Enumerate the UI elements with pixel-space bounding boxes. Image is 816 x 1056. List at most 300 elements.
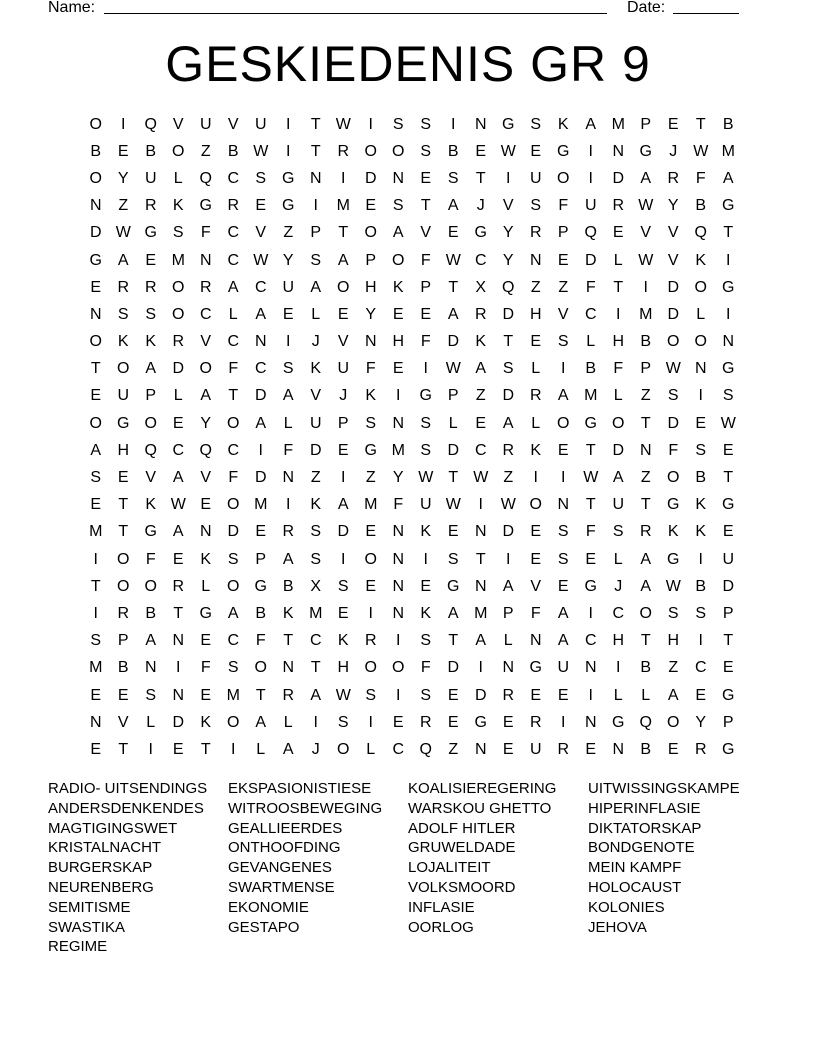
word-list-item: NEURENBERG <box>48 878 154 896</box>
grid-letter: I <box>478 496 483 514</box>
grid-letter: S <box>337 713 349 731</box>
grid-letter: E <box>90 278 102 296</box>
grid-letter: I <box>451 115 456 133</box>
grid-row <box>82 600 742 627</box>
grid-letter: T <box>228 387 239 405</box>
grid-letter: S <box>392 197 404 215</box>
grid-letter: G <box>282 197 295 215</box>
grid-letter: R <box>117 604 130 622</box>
grid-letter: T <box>338 224 349 242</box>
word-list-item: VOLKSMOORD <box>408 878 516 896</box>
grid-letter: H <box>392 333 405 351</box>
grid-letter: N <box>557 496 570 514</box>
grid-letter: N <box>392 414 405 432</box>
grid-letter: O <box>337 278 350 296</box>
grid-letter: G <box>447 577 460 595</box>
grid-letter: N <box>584 659 597 677</box>
grid-letter: I <box>616 305 621 323</box>
grid-letter: G <box>144 523 157 541</box>
grid-letter: J <box>311 333 320 351</box>
grid-letter: L <box>256 740 266 758</box>
grid-letter: T <box>448 632 459 650</box>
grid-letter: I <box>698 632 703 650</box>
grid-letter: C <box>227 224 240 242</box>
grid-letter: F <box>145 550 156 568</box>
grid-letter: V <box>640 224 652 242</box>
grid-letter: M <box>89 523 103 541</box>
grid-letter: G <box>557 142 570 160</box>
word-list-item: EKONOMIE <box>228 898 309 916</box>
grid-letter: N <box>474 740 487 758</box>
grid-letter: I <box>286 496 291 514</box>
grid-letter: E <box>502 713 514 731</box>
grid-letter: S <box>282 360 294 378</box>
grid-letter: T <box>118 496 129 514</box>
page-title: GESKIEDENIS GR 9 <box>165 36 651 92</box>
grid-letter: A <box>255 305 267 323</box>
grid-letter: F <box>558 197 569 215</box>
grid-letter: I <box>423 550 428 568</box>
grid-letter: S <box>530 197 542 215</box>
word-list-item: KOLONIES <box>588 898 665 916</box>
grid-letter: I <box>698 550 703 568</box>
word-list-item: ADOLF HITLER <box>408 819 516 837</box>
grid-row <box>82 655 742 682</box>
grid-letter: R <box>667 169 680 187</box>
grid-letter: A <box>227 604 239 622</box>
grid-letter: D <box>667 305 680 323</box>
grid-letter: E <box>722 441 734 459</box>
grid-letter: D <box>667 278 680 296</box>
grid-letter: S <box>145 686 157 704</box>
grid-row <box>82 383 742 410</box>
grid-letter: H <box>612 632 625 650</box>
grid-letter: I <box>121 115 126 133</box>
grid-row <box>82 519 742 546</box>
grid-letter: I <box>148 740 153 758</box>
grid-letter: C <box>584 305 597 323</box>
grid-letter: S <box>255 169 267 187</box>
grid-letter: T <box>310 115 321 133</box>
grid-letter: Z <box>118 197 129 215</box>
grid-letter: T <box>640 632 651 650</box>
grid-letter: E <box>585 740 597 758</box>
grid-letter: Y <box>667 197 679 215</box>
grid-letter: C <box>474 441 487 459</box>
grid-letter: W <box>720 414 736 432</box>
grid-letter: S <box>530 115 542 133</box>
grid-row <box>82 464 742 491</box>
grid-letter: E <box>667 740 679 758</box>
grid-letter: I <box>478 659 483 677</box>
grid-letter: O <box>667 469 680 487</box>
grid-letter: I <box>726 251 731 269</box>
grid-letter: E <box>117 686 129 704</box>
grid-letter: E <box>392 360 404 378</box>
grid-letter: K <box>145 333 157 351</box>
grid-letter: W <box>693 142 709 160</box>
grid-letter: I <box>368 713 373 731</box>
grid-letter: A <box>722 169 734 187</box>
grid-letter: T <box>475 169 486 187</box>
grid-letter: O <box>172 305 185 323</box>
name-blank-line <box>104 13 607 14</box>
grid-letter: Z <box>283 224 294 242</box>
grid-letter: R <box>419 713 432 731</box>
grid-letter: F <box>283 441 294 459</box>
grid-letter: S <box>667 604 679 622</box>
grid-letter: D <box>612 169 625 187</box>
grid-letter: E <box>420 305 432 323</box>
grid-letter: A <box>255 414 267 432</box>
grid-letter: L <box>173 387 183 405</box>
grid-letter: P <box>502 604 514 622</box>
grid-letter: U <box>282 278 295 296</box>
grid-letter: P <box>640 360 652 378</box>
grid-letter: V <box>117 713 129 731</box>
grid-letter: Y <box>200 414 212 432</box>
grid-letter: W <box>418 469 434 487</box>
grid-letter: E <box>585 550 597 568</box>
grid-letter: I <box>588 604 593 622</box>
grid-letter: T <box>200 740 211 758</box>
grid-letter: A <box>172 469 184 487</box>
grid-letter: O <box>172 142 185 160</box>
grid-letter: F <box>613 360 624 378</box>
grid-letter: O <box>694 333 707 351</box>
grid-letter: R <box>337 142 350 160</box>
grid-letter: Y <box>365 305 377 323</box>
grid-letter: N <box>309 169 322 187</box>
grid-letter: Z <box>503 469 514 487</box>
grid-letter: X <box>475 278 487 296</box>
grid-letter: U <box>337 360 350 378</box>
grid-row <box>82 437 742 464</box>
grid-letter: N <box>199 251 212 269</box>
grid-letter: O <box>667 713 680 731</box>
grid-letter: N <box>89 713 102 731</box>
date-label: Date: <box>627 0 666 16</box>
grid-letter: M <box>721 142 735 160</box>
grid-letter: O <box>227 577 240 595</box>
word-list-item: ONTHOOFDING <box>228 839 341 857</box>
word-list-item: GEVANGENES <box>228 859 332 877</box>
grid-letter: F <box>420 251 431 269</box>
grid-letter: V <box>310 387 322 405</box>
grid-row <box>82 138 742 165</box>
grid-letter: P <box>557 224 569 242</box>
grid-letter: O <box>364 142 377 160</box>
grid-letter: L <box>283 414 293 432</box>
grid-letter: P <box>640 115 652 133</box>
grid-letter: L <box>448 414 458 432</box>
grid-letter: C <box>227 632 240 650</box>
grid-letter: E <box>530 686 542 704</box>
grid-letter: S <box>420 414 432 432</box>
grid-letter: P <box>117 632 129 650</box>
grid-letter: E <box>447 523 459 541</box>
grid-letter: N <box>529 632 542 650</box>
grid-row <box>82 492 742 519</box>
grid-letter: T <box>310 659 321 677</box>
grid-letter: Z <box>640 469 651 487</box>
grid-row <box>82 573 742 600</box>
grid-letter: G <box>474 224 487 242</box>
grid-letter: A <box>255 713 267 731</box>
grid-letter: R <box>529 387 542 405</box>
grid-letter: K <box>172 197 184 215</box>
grid-letter: M <box>611 115 625 133</box>
grid-row <box>82 274 742 301</box>
grid-letter: R <box>529 713 542 731</box>
grid-letter: B <box>282 577 294 595</box>
grid-letter: N <box>282 469 295 487</box>
grid-letter: P <box>145 387 157 405</box>
grid-letter: R <box>172 577 185 595</box>
grid-letter: B <box>695 469 707 487</box>
grid-letter: T <box>173 604 184 622</box>
grid-letter: I <box>341 469 346 487</box>
grid-letter: V <box>145 469 157 487</box>
word-list-item: REGIME <box>48 938 108 956</box>
grid-letter: S <box>90 469 102 487</box>
grid-letter: E <box>530 550 542 568</box>
grid-letter: A <box>557 387 569 405</box>
grid-letter: A <box>612 469 624 487</box>
grid-letter: V <box>667 224 679 242</box>
grid-letter: R <box>117 278 130 296</box>
grid-letter: K <box>392 278 404 296</box>
grid-letter: S <box>90 632 102 650</box>
grid-letter: E <box>365 197 377 215</box>
grid-letter: N <box>392 523 405 541</box>
word-list-item: INFLASIE <box>408 898 475 916</box>
grid-row <box>82 546 742 573</box>
grid-letter: O <box>89 169 102 187</box>
grid-letter: Q <box>144 115 157 133</box>
grid-letter: E <box>337 441 349 459</box>
grid-letter: S <box>420 686 432 704</box>
word-list-item: MAGTIGINGSWET <box>48 819 178 837</box>
grid-letter: B <box>145 142 157 160</box>
grid-letter: A <box>557 604 569 622</box>
grid-letter: I <box>396 686 401 704</box>
grid-letter: D <box>254 387 267 405</box>
grid-letter: Q <box>144 441 157 459</box>
grid-letter: A <box>640 577 652 595</box>
grid-letter: I <box>396 632 401 650</box>
grid-letter: D <box>447 441 460 459</box>
grid-row <box>82 709 742 736</box>
grid-letter: U <box>144 169 157 187</box>
grid-letter: E <box>365 523 377 541</box>
grid-letter: R <box>364 632 377 650</box>
grid-letter: T <box>448 469 459 487</box>
grid-letter: S <box>117 305 129 323</box>
grid-letter: P <box>447 387 459 405</box>
grid-letter: T <box>723 224 734 242</box>
grid-letter: T <box>283 632 294 650</box>
grid-letter: Q <box>419 740 432 758</box>
grid-letter: A <box>145 360 157 378</box>
grid-row <box>82 165 742 192</box>
grid-letter: P <box>722 713 734 731</box>
grid-letter: C <box>254 360 267 378</box>
grid-letter: S <box>172 224 184 242</box>
grid-letter: P <box>420 278 432 296</box>
grid-letter: A <box>392 224 404 242</box>
grid-letter: N <box>722 333 735 351</box>
word-search-grid <box>82 111 742 764</box>
grid-letter: G <box>474 713 487 731</box>
grid-letter: W <box>335 686 351 704</box>
grid-letter: F <box>420 333 431 351</box>
grid-letter: Z <box>310 469 321 487</box>
grid-letter: Q <box>502 278 515 296</box>
grid-letter: B <box>145 604 157 622</box>
grid-letter: H <box>529 305 542 323</box>
grid-letter: J <box>311 740 320 758</box>
grid-letter: C <box>254 278 267 296</box>
grid-letter: O <box>364 659 377 677</box>
grid-letter: Z <box>365 469 376 487</box>
grid-letter: N <box>144 659 157 677</box>
grid-letter: W <box>638 197 654 215</box>
grid-letter: O <box>172 278 185 296</box>
grid-letter: R <box>282 523 295 541</box>
grid-letter: E <box>530 142 542 160</box>
grid-letter: F <box>585 523 596 541</box>
grid-letter: K <box>200 550 212 568</box>
grid-letter: G <box>722 496 735 514</box>
grid-letter: O <box>337 740 350 758</box>
grid-letter: D <box>612 441 625 459</box>
grid-letter: C <box>227 441 240 459</box>
grid-letter: G <box>722 360 735 378</box>
grid-letter: A <box>640 550 652 568</box>
grid-letter: N <box>172 632 185 650</box>
grid-letter: K <box>117 333 129 351</box>
grid-letter: V <box>200 469 212 487</box>
grid-letter: I <box>588 686 593 704</box>
grid-letter: V <box>530 577 542 595</box>
grid-letter: E <box>90 496 102 514</box>
grid-letter: A <box>640 169 652 187</box>
grid-letter: C <box>392 740 405 758</box>
grid-letter: W <box>335 115 351 133</box>
grid-letter: O <box>227 414 240 432</box>
grid-letter: A <box>667 686 679 704</box>
grid-letter: G <box>419 387 432 405</box>
word-list-item: RADIO- UITSENDINGS <box>48 780 208 797</box>
grid-letter: G <box>502 115 515 133</box>
grid-letter: W <box>665 360 681 378</box>
grid-letter: W <box>445 496 461 514</box>
grid-letter: E <box>557 577 569 595</box>
grid-letter: Y <box>282 251 294 269</box>
grid-letter: O <box>117 550 130 568</box>
grid-letter: H <box>117 441 130 459</box>
grid-letter: I <box>588 169 593 187</box>
grid-letter: B <box>585 360 597 378</box>
grid-letter: W <box>170 496 186 514</box>
grid-letter: E <box>722 659 734 677</box>
grid-letter: U <box>309 414 322 432</box>
word-list-item: WARSKOU GHETTO <box>408 799 552 817</box>
grid-letter: P <box>337 414 349 432</box>
grid-letter: N <box>364 333 377 351</box>
grid-letter: B <box>722 115 734 133</box>
grid-letter: W <box>638 251 654 269</box>
grid-letter: N <box>392 577 405 595</box>
grid-letter: I <box>341 550 346 568</box>
word-list-item: JEHOVA <box>588 918 647 936</box>
grid-letter: O <box>89 333 102 351</box>
word-list-item: LOJALITEIT <box>408 859 491 877</box>
grid-letter: I <box>698 387 703 405</box>
grid-letter: E <box>90 387 102 405</box>
grid-letter: E <box>475 414 487 432</box>
grid-letter: S <box>310 251 322 269</box>
grid-letter: E <box>337 604 349 622</box>
grid-letter: W <box>665 577 681 595</box>
grid-letter: R <box>502 441 515 459</box>
grid-letter: W <box>253 251 269 269</box>
grid-letter: E <box>695 414 707 432</box>
grid-letter: F <box>228 360 239 378</box>
grid-letter: E <box>722 523 734 541</box>
grid-letter: A <box>227 278 239 296</box>
grid-letter: B <box>90 142 102 160</box>
word-list-item: UITWISSINGSKAMPE <box>588 780 740 797</box>
grid-letter: I <box>561 713 566 731</box>
grid-letter: S <box>667 387 679 405</box>
grid-letter: I <box>286 333 291 351</box>
grid-letter: T <box>613 278 624 296</box>
grid-letter: R <box>144 197 157 215</box>
grid-row <box>82 301 742 328</box>
grid-letter: A <box>502 577 514 595</box>
grid-letter: O <box>364 550 377 568</box>
grid-letter: L <box>613 251 623 269</box>
grid-letter: D <box>447 333 460 351</box>
grid-letter: Y <box>502 224 514 242</box>
grid-letter: S <box>337 577 349 595</box>
grid-letter: E <box>200 686 212 704</box>
grid-letter: N <box>639 441 652 459</box>
grid-letter: T <box>90 360 101 378</box>
grid-letter: V <box>557 305 569 323</box>
grid-letter: C <box>227 333 240 351</box>
grid-letter: E <box>117 142 129 160</box>
grid-letter: G <box>199 197 212 215</box>
grid-letter: S <box>227 550 239 568</box>
grid-letter: N <box>89 197 102 215</box>
grid-letter: E <box>420 577 432 595</box>
grid-letter: A <box>475 360 487 378</box>
grid-letter: S <box>420 441 432 459</box>
grid-letter: E <box>282 305 294 323</box>
grid-letter: J <box>476 197 485 215</box>
grid-letter: N <box>502 659 515 677</box>
grid-letter: A <box>557 632 569 650</box>
grid-letter: N <box>172 686 185 704</box>
grid-letter: A <box>447 197 459 215</box>
grid-letter: H <box>364 278 377 296</box>
grid-letter: O <box>254 659 267 677</box>
grid-row <box>82 329 742 356</box>
grid-letter: M <box>364 496 378 514</box>
